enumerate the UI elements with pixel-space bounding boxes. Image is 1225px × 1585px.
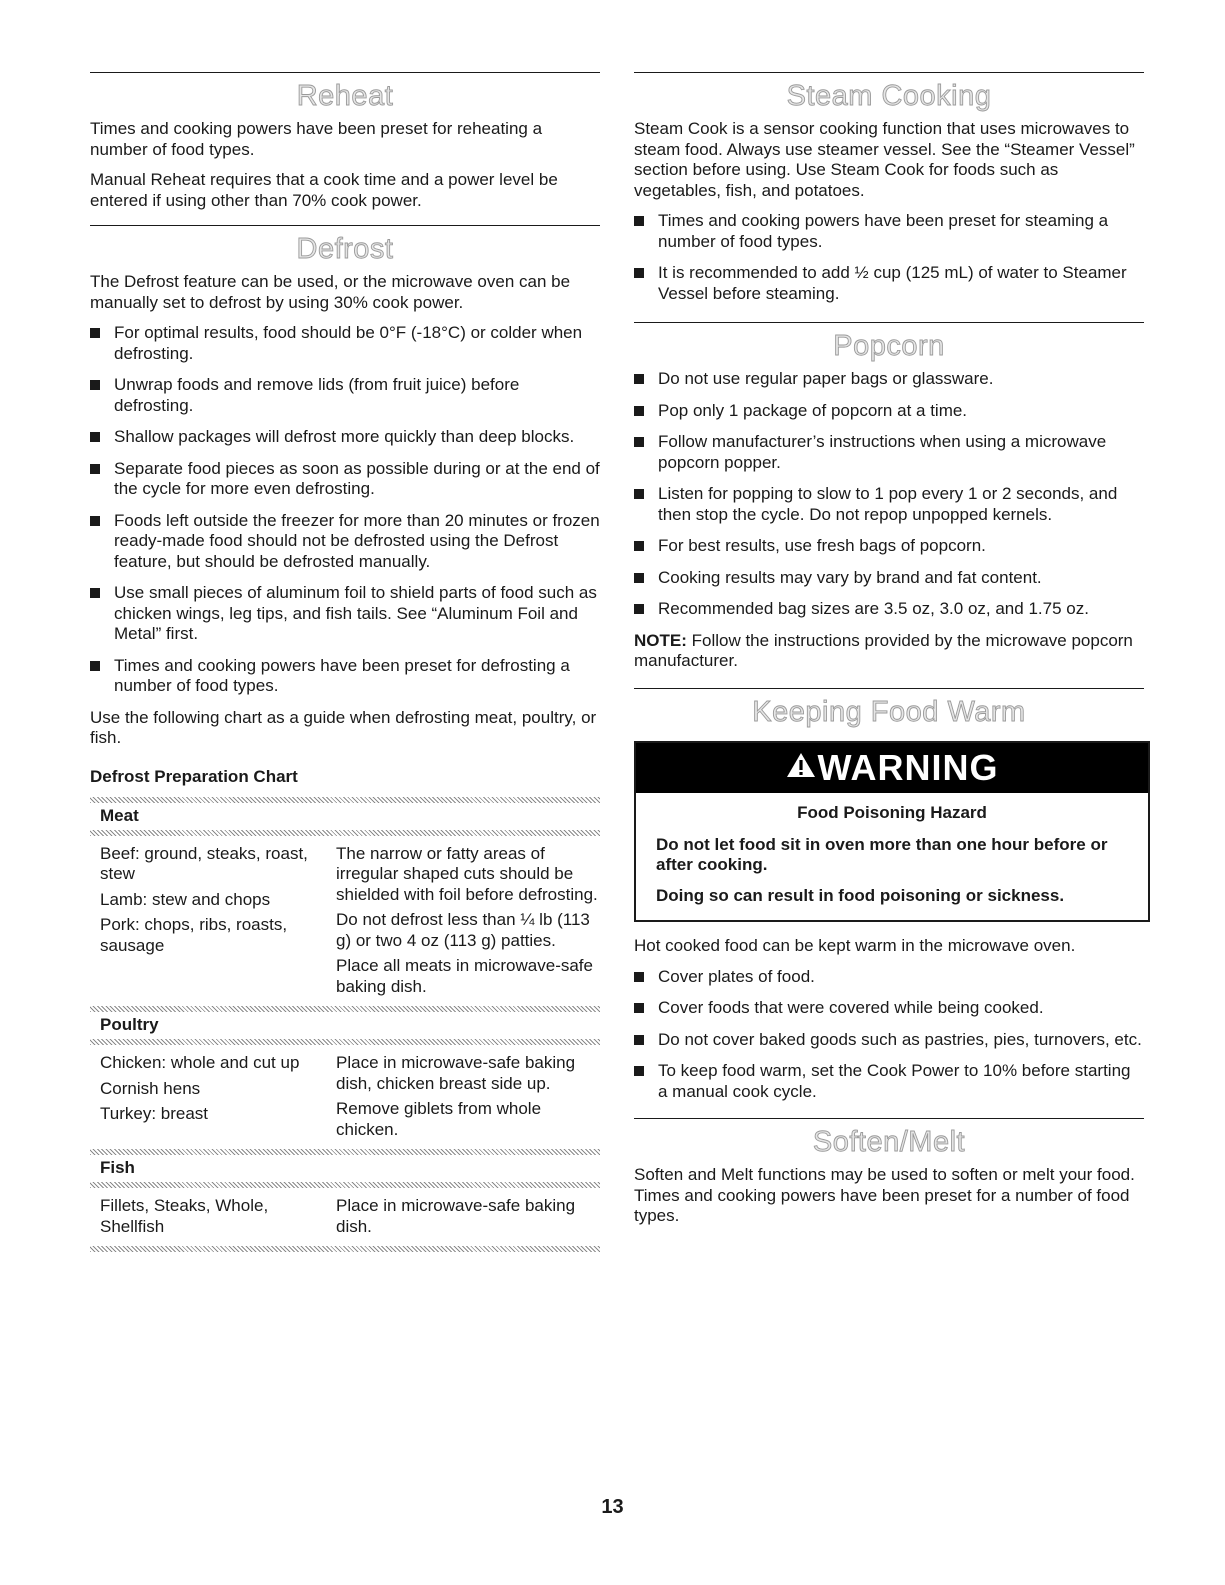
right-column: [634, 72, 1144, 1237]
chart-note: Place in microwave-safe baking dish, chicken breast side up.: [336, 1053, 576, 1093]
left-column: [90, 72, 600, 1252]
list-item: Unwrap foods and remove lids (from fruit juice) before defrosting.: [90, 375, 600, 416]
chart-category-meat: Meat: [100, 805, 139, 825]
list-item: Do not use regular paper bags or glassware.: [634, 369, 1144, 390]
defrost-section: [90, 225, 600, 1252]
list-item: Listen for popping to slow to 1 pop every 1 or 2 seconds, and then stop the cycle. Do not repop unpopped kernels.: [634, 484, 1144, 525]
warning-body: [636, 793, 1148, 921]
chart-category-fish: Fish: [100, 1158, 135, 1177]
chart-row-meat: [90, 836, 600, 1007]
defrost-intro: The Defrost feature can be used, or the microwave oven can be manually set to defrost by using 30% cook power.: [90, 272, 571, 312]
keep-warm-title: Keeping Food Warm: [752, 695, 1026, 728]
soften-melt-title: Soften/Melt: [812, 1126, 966, 1158]
chart-title: Defrost Preparation Chart: [90, 766, 298, 786]
keep-warm-section: [634, 688, 1144, 1103]
warning-line: Do not let food sit in oven more than one hour before or after cooking.: [656, 834, 1108, 874]
reheat-title: Reheat: [296, 80, 394, 112]
keep-warm-intro: Hot cooked food can be kept warm in the microwave oven.: [634, 936, 1076, 955]
chart-divider: [90, 1246, 600, 1252]
soften-melt-section: [634, 1118, 1144, 1227]
list-item: Cooking results may vary by brand and fat content.: [634, 568, 1144, 589]
list-item: Times and cooking powers have been preset for steaming a number of food types.: [634, 211, 1144, 252]
defrost-bullet-list: [90, 323, 600, 697]
list-item: Do not cover baked goods such as pastries, pies, turnovers, etc.: [634, 1030, 1144, 1051]
reheat-paragraph: Times and cooking powers have been preset for reheating a number of food types.: [90, 119, 543, 159]
defrost-title: Defrost: [296, 233, 394, 265]
popcorn-note: [634, 631, 1144, 672]
warning-triangle-icon: [786, 741, 816, 791]
chart-food: Pork: chops, ribs, roasts, sausage: [100, 915, 288, 955]
defrost-outro: Use the following chart as a guide when defrosting meat, poultry, or fish.: [90, 707, 597, 747]
reheat-paragraph: Manual Reheat requires that a cook time and a power level be entered if using other than 70% cook power.: [90, 170, 558, 210]
warning-label: WARNING: [817, 746, 999, 788]
list-item: Follow manufacturer’s instructions when using a microwave popcorn popper.: [634, 432, 1144, 473]
steam-section: [634, 72, 1144, 304]
chart-note: Remove giblets from whole chicken.: [336, 1099, 542, 1139]
list-item: Pop only 1 package of popcorn at a time.: [634, 401, 1144, 422]
chart-food: Beef: ground, steaks, roast, stew: [100, 843, 308, 883]
keep-warm-bullet-list: [634, 967, 1144, 1103]
steam-bullet-list: [634, 211, 1144, 304]
list-item: For optimal results, food should be 0°F (-18°C) or colder when defrosting.: [90, 323, 600, 364]
warning-header: [636, 743, 1148, 793]
list-item: Cover foods that were covered while being cooked.: [634, 998, 1144, 1019]
list-item: To keep food warm, set the Cook Power to 10% before starting a manual cook cycle.: [634, 1061, 1144, 1102]
list-item: Separate food pieces as soon as possible during or at the end of the cycle for more even defrosting.: [90, 459, 600, 500]
chart-note: The narrow or fatty areas of irregular shaped cuts should be shielded with foil before defrosting.: [336, 843, 598, 904]
popcorn-bullet-list: [634, 369, 1144, 620]
chart-food: Turkey: breast: [100, 1104, 209, 1123]
steam-intro: Steam Cook is a sensor cooking function that uses microwaves to steam food. Always use steamer vessel. See the “Steamer Vessel” section before using. Use Steam Cook for foods such as vegetables, fish, and potatoes.: [634, 119, 1135, 200]
chart-row-poultry: [90, 1045, 600, 1149]
warning-line: Doing so can result in food poisoning or sickness.: [656, 885, 1065, 905]
warning-subtitle: Food Poisoning Hazard: [797, 802, 987, 822]
reheat-section: [90, 72, 600, 211]
note-label: NOTE:: [634, 630, 687, 650]
steam-title: Steam Cooking: [786, 80, 992, 112]
chart-note: Do not defrost less than ¼ lb (113 g) or two 4 oz (113 g) patties.: [336, 910, 590, 950]
defrost-chart: [90, 797, 600, 1253]
warning-box: [634, 741, 1150, 923]
list-item: Foods left outside the freezer for more than 20 minutes or frozen ready-made food should not be defrosted using the Defrost feature, but should be defrosted manually.: [90, 511, 600, 573]
popcorn-section: [634, 322, 1144, 672]
chart-row-fish: [90, 1188, 600, 1246]
chart-category-poultry: Poultry: [100, 1015, 159, 1034]
list-item: Shallow packages will defrost more quickly than deep blocks.: [90, 427, 600, 448]
list-item: For best results, use fresh bags of popcorn.: [634, 536, 1144, 557]
chart-note: Place all meats in microwave-safe baking dish.: [336, 956, 593, 996]
list-item: Recommended bag sizes are 3.5 oz, 3.0 oz, and 1.75 oz.: [634, 599, 1144, 620]
chart-food: Chicken: whole and cut up: [100, 1053, 300, 1072]
soften-melt-text: Soften and Melt functions may be used to soften or melt your food. Times and cooking powers have been preset for a number of food types.: [634, 1165, 1135, 1225]
list-item: Cover plates of food.: [634, 967, 1144, 988]
chart-food: Lamb: stew and chops: [100, 889, 271, 909]
page-number: 13: [601, 1496, 624, 1518]
chart-food: Cornish hens: [100, 1078, 201, 1098]
popcorn-title: Popcorn: [833, 330, 945, 362]
list-item: Use small pieces of aluminum foil to shield parts of food such as chicken wings, leg tips, and fish tails. See “Aluminum Foil and Metal” first.: [90, 583, 600, 645]
note-text: Follow the instructions provided by the microwave popcorn manufacturer.: [634, 630, 1133, 670]
list-item: It is recommended to add ½ cup (125 mL) of water to Steamer Vessel before steaming.: [634, 263, 1144, 304]
chart-food: Fillets, Steaks, Whole, Shellfish: [100, 1196, 269, 1236]
chart-note: Place in microwave-safe baking dish.: [336, 1196, 576, 1236]
list-item: Times and cooking powers have been preset for defrosting a number of food types.: [90, 656, 600, 697]
